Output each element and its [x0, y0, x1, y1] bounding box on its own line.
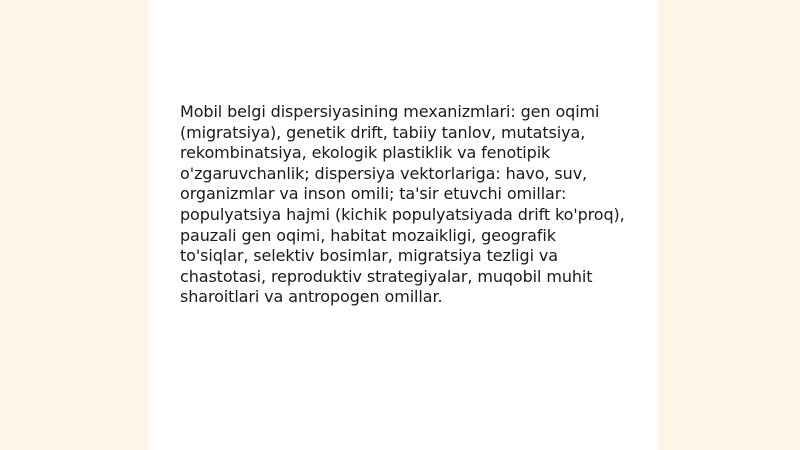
document-page [148, 0, 658, 450]
body-paragraph: Mobil belgi dispersiyasining mexanizmlari: gen oqimi (migratsiya), genetik drift, tabiiy tanlov, mutatsiya, rekombinatsiya, ekologik plastiklik va fenotipik o'zgaruvchanlik; dispersiya vektorlariga: havo, suv, organizmlar va inson omili; ta'sir etuvchi omillar: populyatsiya hajmi (kichik populyatsiyada drift ko'proq), pauzali gen oqimi, habitat mozaikligi, geografik to'siqlar, selektiv bosimlar, migratsiya tezligi va chastotasi, reproduktiv strategiyalar, muqobil muhit sharoitlari va antropogen omillar. [180, 102, 625, 307]
